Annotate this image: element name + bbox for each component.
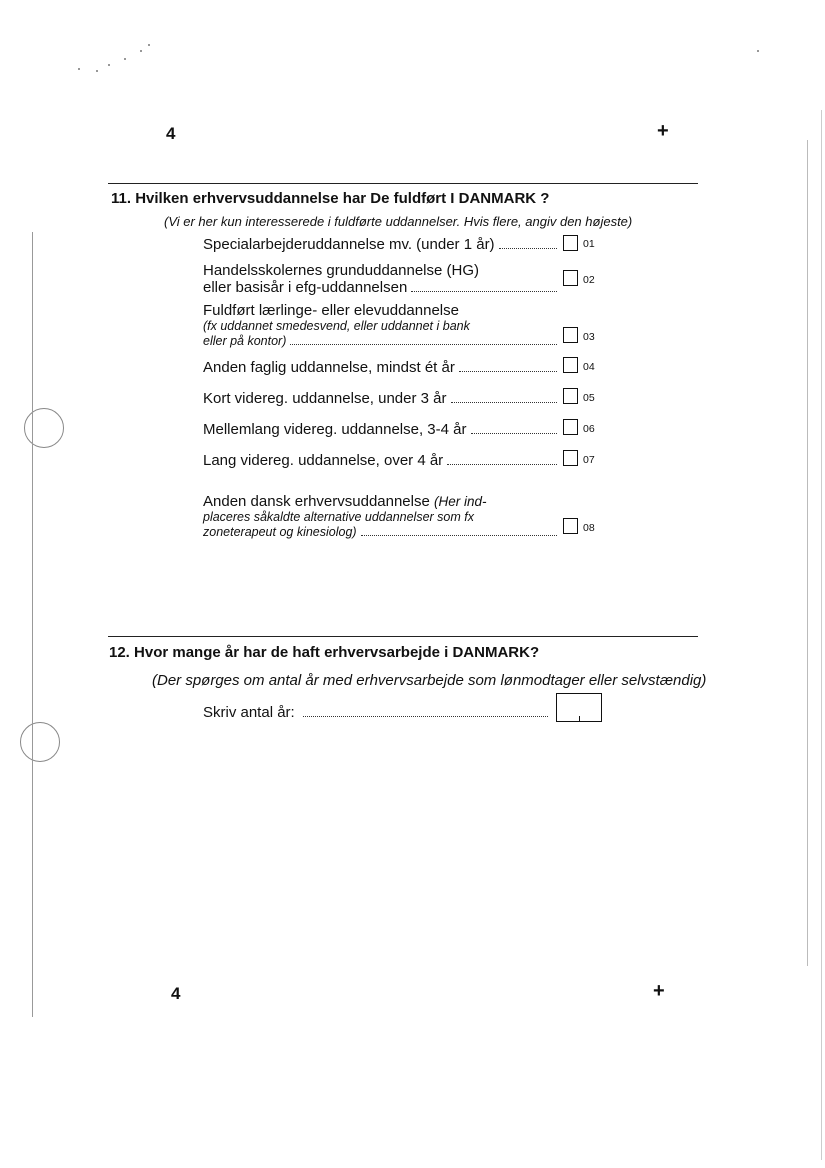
scan-speck [140,50,142,52]
option-08 [203,493,558,540]
years-answer-box[interactable] [556,693,602,722]
option-label: Anden dansk erhvervsuddannelse [203,493,430,510]
checkbox-07[interactable] [563,450,578,466]
answer-row [203,704,548,721]
code-08: 08 [583,522,595,534]
leader-dots [499,248,557,249]
checkbox-08[interactable] [563,518,578,534]
option-03 [203,302,558,349]
checkbox-04[interactable] [563,357,578,373]
option-07 [203,452,558,469]
option-05 [203,390,558,407]
checkbox-05[interactable] [563,388,578,404]
option-label: Handelsskolernes grunduddannelse (HG) [203,262,479,279]
leader-dots [303,716,548,717]
leader-dots [447,464,557,465]
code-04: 04 [583,361,595,373]
option-example-cont: eller på kontor) [203,334,287,348]
option-label: Anden faglig uddannelse, mindst ét år [203,359,455,376]
checkbox-03[interactable] [563,327,578,343]
option-01 [203,236,558,253]
binder-hole-top [24,408,64,448]
scan-speck [96,70,98,72]
code-07: 07 [583,454,595,466]
option-02 [203,262,558,296]
option-label: Specialarbejderuddannelse mv. (under 1 år) [203,236,495,253]
q12-note: (Der spørges om antal år med erhvervsarbejde som lønmodtager eller selvstændig) [152,672,707,689]
q11-rule [108,183,698,184]
scan-speck [124,58,126,60]
leader-dots [361,535,557,536]
option-example-cont: zoneterapeut og kinesiolog) [203,525,357,539]
option-example: placeres såkaldte alternative uddannelser som fx [203,510,474,524]
binder-hole-bottom [20,722,60,762]
scan-edge-right-outer [821,110,822,1160]
leader-dots [451,402,558,403]
scan-speck [108,64,110,66]
answer-label: Skriv antal år: [203,704,295,721]
option-label: Lang videreg. uddannelse, over 4 år [203,452,444,469]
scan-edge-left [32,232,33,1017]
digit-divider [579,716,580,721]
option-label-cont: eller basisår i efg-uddannelsen [203,279,408,296]
option-06 [203,421,558,438]
header-page-number: 4 [166,124,176,143]
checkbox-02[interactable] [563,270,578,286]
q12-rule [108,636,698,637]
q11-title: 11. Hvilken erhvervsuddannelse har De fuldført I DANMARK ? [111,190,550,207]
scan-edge-right [807,140,808,966]
code-01: 01 [583,238,595,250]
option-label: Mellemlang videreg. uddannelse, 3-4 år [203,421,467,438]
option-note: (Her ind- [434,494,487,509]
code-05: 05 [583,392,595,404]
leader-dots [290,344,557,345]
scan-speck [148,44,150,46]
checkbox-01[interactable] [563,235,578,251]
code-02: 02 [583,274,595,286]
code-03: 03 [583,331,595,343]
footer-plus-mark: + [653,980,665,1002]
option-example: (fx uddannet smedesvend, eller uddannet i bank [203,319,470,333]
scan-speck [757,50,759,52]
q11-note: (Vi er her kun interesserede i fuldførte uddannelser. Hvis flere, angiv den højeste) [164,214,633,229]
leader-dots [411,291,557,292]
leader-dots [471,433,558,434]
checkbox-06[interactable] [563,419,578,435]
scan-speck [78,68,80,70]
q12-title: 12. Hvor mange år har de haft erhvervsarbejde i DANMARK? [109,644,540,661]
code-06: 06 [583,423,595,435]
option-label: Kort videreg. uddannelse, under 3 år [203,390,447,407]
option-04 [203,359,558,376]
footer-page-number: 4 [171,984,181,1003]
option-label: Fuldført lærlinge- eller elevuddannelse [203,302,459,319]
header-plus-mark: + [657,120,669,142]
leader-dots [459,371,557,372]
